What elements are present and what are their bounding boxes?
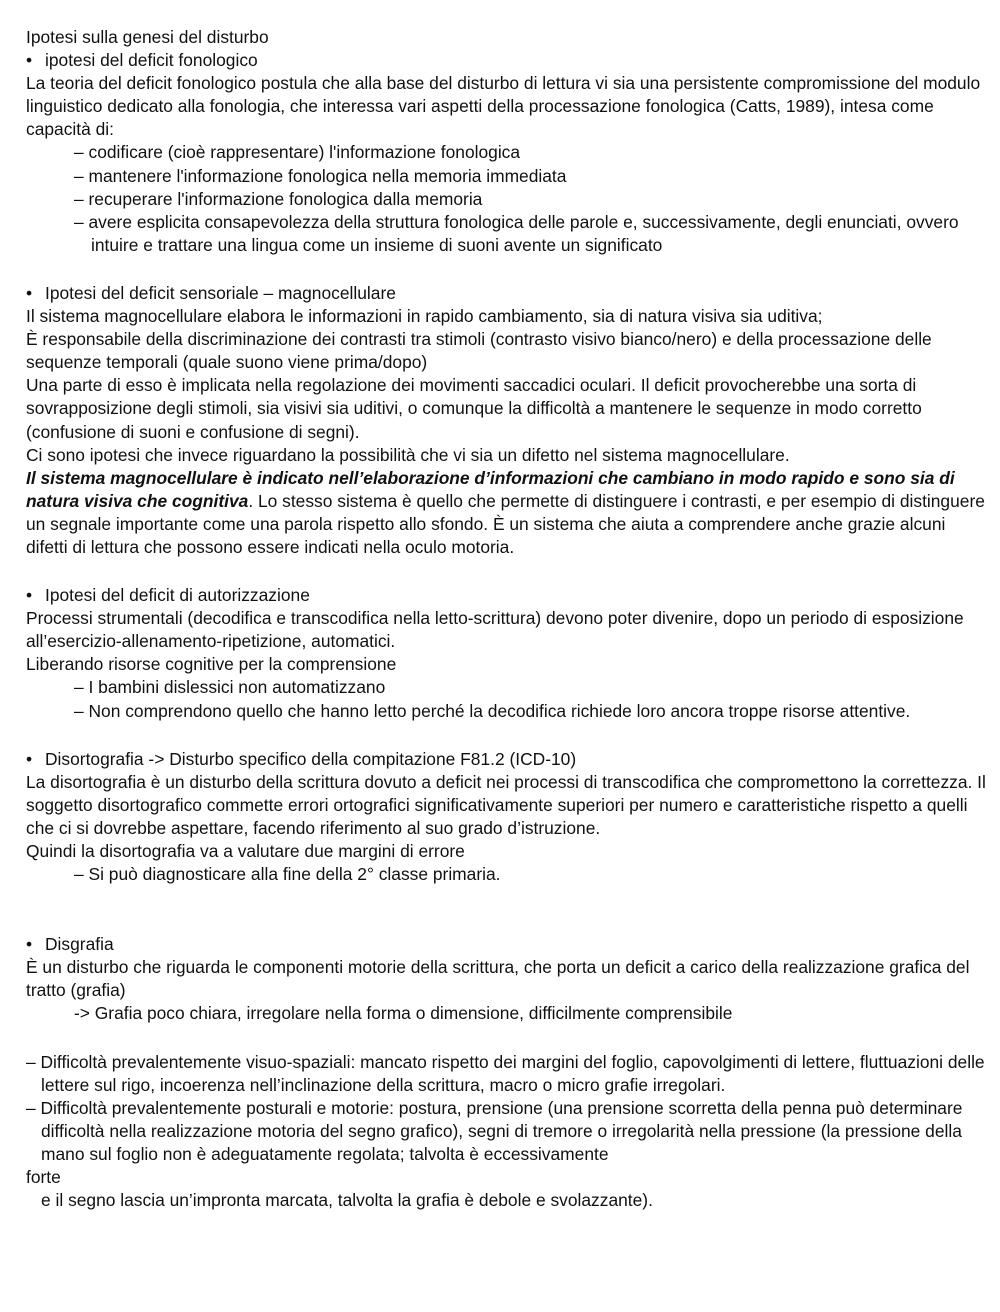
page-heading: Ipotesi sulla genesi del disturbo xyxy=(26,27,269,47)
paragraph: La teoria del deficit fonologico postula che alla base del disturbo di lettura vi sia una persistente compromissione del modulo linguistico dedicato alla fonologia, che interessa vari aspetti della processazione fonologica (Catts, 1989), intesa come capacità di: xyxy=(26,73,981,140)
list-item: – avere esplicita consapevolezza della struttura fonologica delle parole e, successivamente, degli enunciati, ovvero intuire e trattare una lingua come un insieme di suoni avente un significato xyxy=(74,211,959,255)
bullet-dot: • xyxy=(26,585,33,606)
paragraph: Ci sono ipotesi che invece riguardano la possibilità che vi sia un difetto nel sistema magnocellulare. xyxy=(26,444,790,465)
list-item: – codificare (cioè rappresentare) l'informazione fonologica xyxy=(74,142,521,163)
paragraph-text: . Lo stesso sistema è quello che permette di distinguere i contrasti, e per esempio di distinguere un segnale importante come una parola rispetto allo sfondo. È un sistema che aiuta a comprendere anche grazie alcuni difetti di lettura che possono essere indicati nella oculo motoria. xyxy=(26,490,985,557)
document-page xyxy=(26,26,986,1212)
paragraph-text: forte xyxy=(26,1167,61,1188)
list-item: – mantenere l'informazione fonologica nella memoria immediata xyxy=(74,165,567,186)
bold-italic-text: Il sistema magnocellulare è indicato nell’elaborazione d’informazioni che cambiano in modo rapido e sono sia di natura visiva che cognitiva xyxy=(26,467,955,511)
spacer xyxy=(26,886,986,933)
list-item: – Non comprendono quello che hanno letto perché la decodifica richiede loro ancora troppe risorse attentive. xyxy=(74,700,911,721)
paragraph: È un disturbo che riguarda le componenti motorie della scrittura, che porta un deficit a carico della realizzazione grafica del tratto (grafia) xyxy=(26,957,970,1001)
list-item: – Difficoltà prevalentemente visuo-spaziali: mancato rispetto dei margini del foglio, capovolgimenti di lettere, fluttuazioni delle lettere sul rigo, incoerenza nell’inclinazione della scrittura, macro o micro grafie irregolari. xyxy=(26,1051,985,1095)
section-title-magnocellular: • Ipotesi del deficit sensoriale – magnocellulare xyxy=(26,282,986,305)
list-item: – Difficoltà prevalentemente posturali e motorie: postura, prensione (una prensione scorretta della penna può determinare difficoltà nella realizzazione motoria del segno grafico), segni di tremore o irregolarità nella pressione (la pressione della mano sul foglio non è adeguatamente regolata; talvolta è eccessivamente xyxy=(26,1097,963,1164)
paragraph: Liberando risorse cognitive per la comprensione xyxy=(26,654,397,675)
paragraph-text: e il segno lascia un’impronta marcata, talvolta la grafia è debole e svolazzante). xyxy=(41,1190,653,1211)
list-item: – recuperare l'informazione fonologica dalla memoria xyxy=(74,188,483,209)
paragraph: Il sistema magnocellulare elabora le informazioni in rapido cambiamento, sia di natura visiva sia uditiva; xyxy=(26,306,823,327)
bullet-dot: • xyxy=(26,934,33,955)
section-title-automation: • Ipotesi del deficit di autorizzazione xyxy=(26,584,986,607)
paragraph: Quindi la disortografia va a valutare due margini di errore xyxy=(26,841,465,861)
section-title-dysorthography: • Disortografia -> Disturbo specifico della compitazione F81.2 (ICD-10) xyxy=(26,748,986,771)
spacer xyxy=(26,1026,986,1051)
list-item: – I bambini dislessici non automatizzano xyxy=(74,677,386,698)
section-title-phonological: • ipotesi del deficit fonologico xyxy=(26,49,986,72)
paragraph: Una parte di esso è implicata nella regolazione dei movimenti saccadici oculari. Il deficit provocherebbe una sorta di sovrapposizione degli stimoli, sia visivi sia uditivi, o comunque la difficoltà a mantenere le sequenze in modo corretto (confusione di suoni e confusione di segni). xyxy=(26,375,922,442)
paragraph: La disortografia è un disturbo della scrittura dovuto a deficit nei processi di transcodifica che compromettono la correttezza. Il soggetto disortografico commette errori ortografici significativamente superiori per numero e caratteristiche rispetto a quelli che ci si dovrebbe aspettare, facendo riferimento al suo grado d’istruzione. xyxy=(26,771,986,838)
spacer xyxy=(26,559,986,584)
bullet-dot: • xyxy=(26,748,33,769)
spacer xyxy=(26,257,986,282)
paragraph: È responsabile della discriminazione dei contrasti tra stimoli (contrasto visivo bianco/nero) e della processazione delle sequenze temporali (quale suono viene prima/dopo) xyxy=(26,329,932,373)
list-item: – Si può diagnosticare alla fine della 2° classe primaria. xyxy=(74,864,501,885)
bullet-dot: • xyxy=(26,50,33,71)
section-title-dysgraphia: • Disgrafia xyxy=(26,933,986,956)
bullet-dot: • xyxy=(26,282,33,303)
spacer xyxy=(26,723,986,748)
arrow-note: -> Grafia poco chiara, irregolare nella forma o dimensione, difficilmente comprensibile xyxy=(74,1003,733,1024)
paragraph-emphasis xyxy=(26,467,986,559)
paragraph: Processi strumentali (decodifica e transcodifica nella letto-scrittura) devono poter divenire, dopo un periodo di esposizione all’esercizio-allenamento-ripetizione, automatici. xyxy=(26,608,964,652)
